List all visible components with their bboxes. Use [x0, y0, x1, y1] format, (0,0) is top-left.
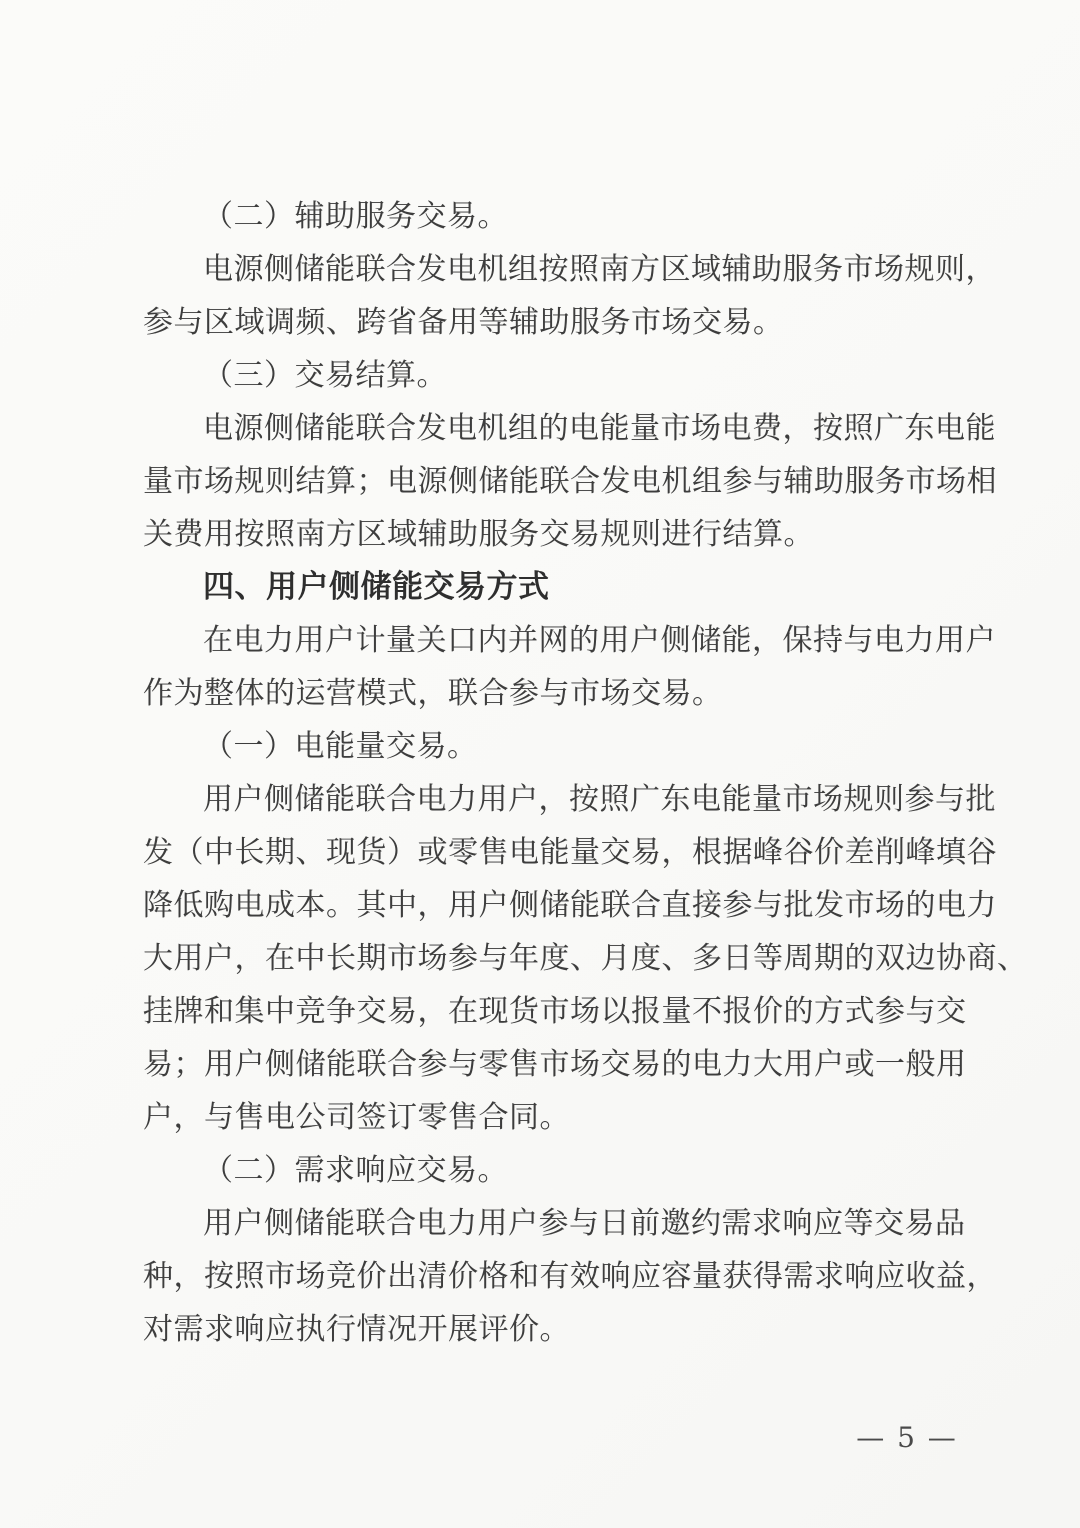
text-line: 作为整体的运营模式，联合参与市场交易。 — [143, 676, 723, 711]
text-line: 关费用按照南方区域辅助服务交易规则进行结算。 — [143, 517, 814, 552]
text-line: 参与区域调频、跨省备用等辅助服务市场交易。 — [143, 305, 784, 340]
document-body — [143, 190, 1028, 1356]
section-heading-line: 四、用户侧储能交易方式 — [203, 569, 550, 605]
text-line: （一）电能量交易。 — [203, 729, 478, 764]
text-line: 电源侧储能联合发电机组按照南方区域辅助服务市场规则， — [203, 252, 996, 287]
text-line: 电源侧储能联合发电机组的电能量市场电费，按照广东电能 — [203, 411, 996, 446]
text-line: 对需求响应执行情况开展评价。 — [143, 1312, 570, 1347]
text-line: （二）辅助服务交易。 — [203, 199, 508, 234]
text-line: 量市场规则结算；电源侧储能联合发电机组参与辅助服务市场相 — [143, 464, 997, 499]
text-line: 用户侧储能联合电力用户，按照广东电能量市场规则参与批 — [203, 782, 996, 817]
text-line: 发（中长期、现货）或零售电能量交易，根据峰谷价差削峰填谷 — [143, 835, 997, 870]
page-number: — 5 — — [856, 1421, 958, 1454]
text-line: （二）需求响应交易。 — [203, 1153, 508, 1188]
text-line: 在电力用户计量关口内并网的用户侧储能，保持与电力用户 — [203, 623, 996, 658]
text-line: 种，按照市场竞价出清价格和有效响应容量获得需求响应收益， — [143, 1259, 997, 1294]
text-line: （三）交易结算。 — [203, 358, 447, 393]
text-line: 挂牌和集中竞争交易，在现货市场以报量不报价的方式参与交 — [143, 994, 967, 1029]
text-line: 降低购电成本。其中，用户侧储能联合直接参与批发市场的电力 — [143, 888, 997, 923]
text-line: 户，与售电公司签订零售合同。 — [143, 1100, 570, 1135]
text-line: 易；用户侧储能联合参与零售市场交易的电力大用户或一般用 — [143, 1047, 967, 1082]
text-line: 大用户，在中长期市场参与年度、月度、多日等周期的双边协商、 — [143, 941, 1028, 976]
text-line: 用户侧储能联合电力用户参与日前邀约需求响应等交易品 — [203, 1206, 966, 1241]
